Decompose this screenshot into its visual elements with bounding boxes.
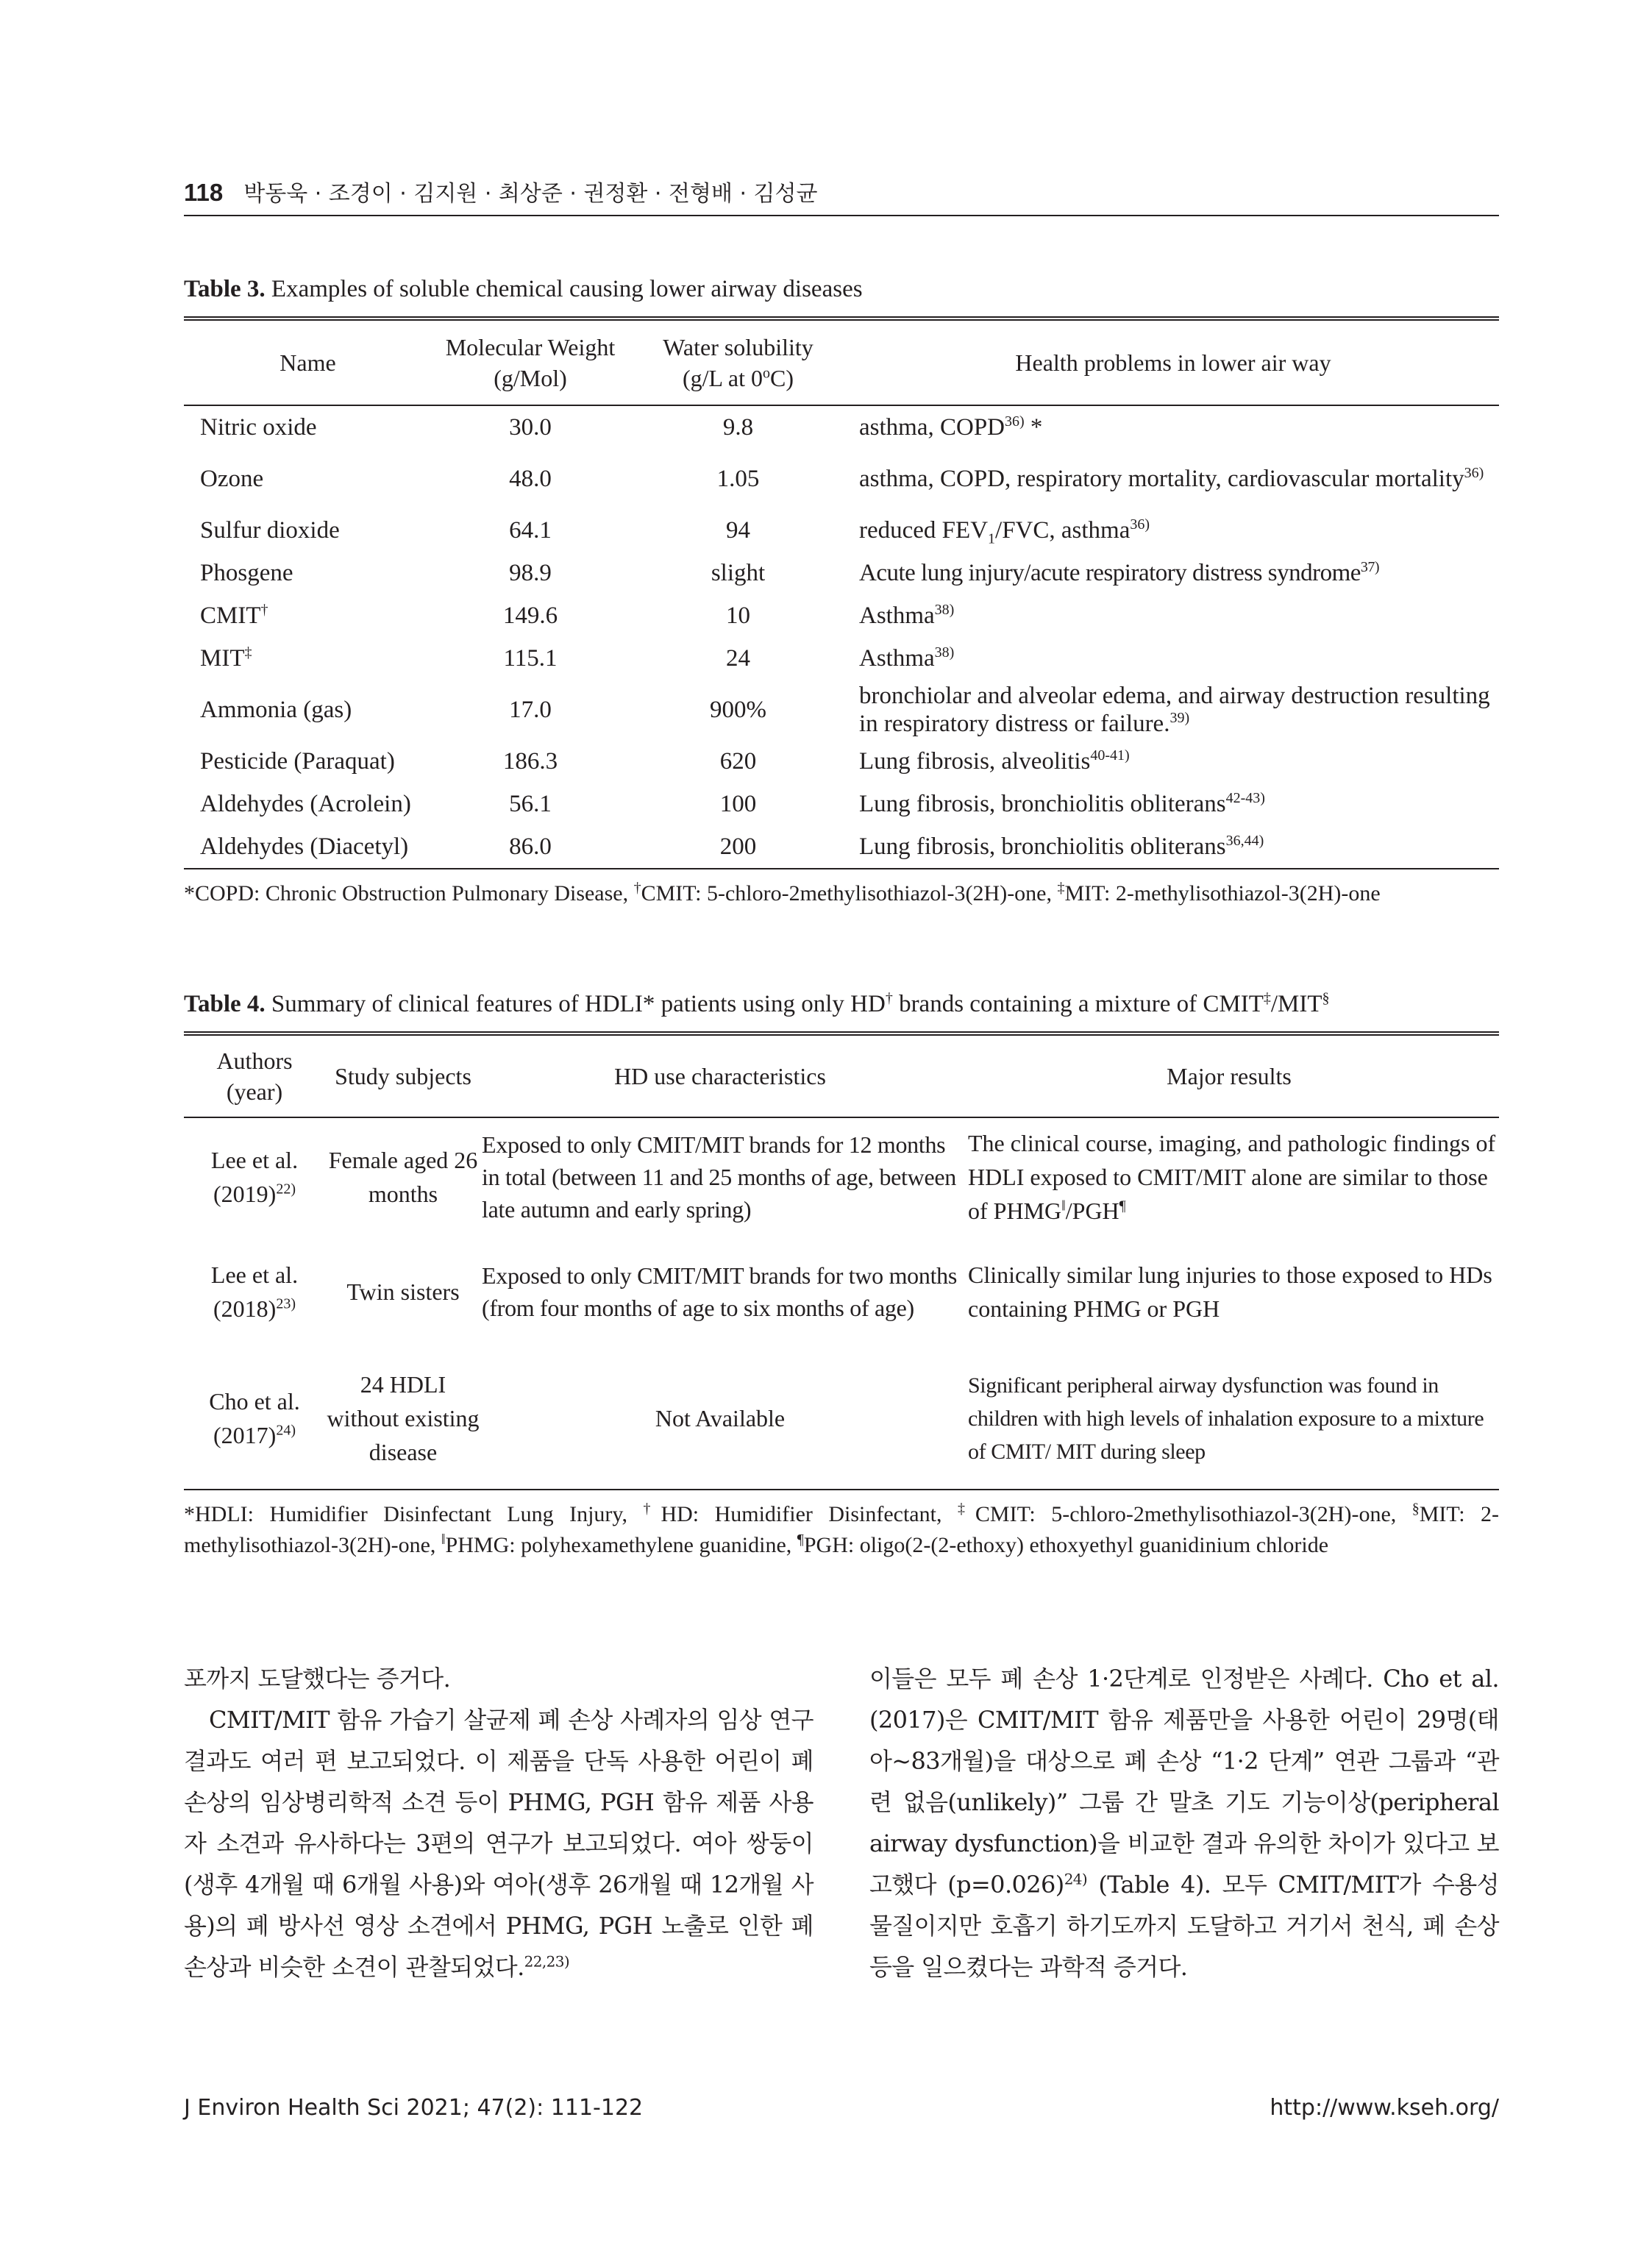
- table-4-header-row: [184, 1034, 1499, 1117]
- water-solubility: 94: [726, 517, 750, 544]
- table-4-title: Summary of clinical features of HDLI* patients using only HD† brands containing a mixture of CMIT‡/MIT§: [271, 990, 1330, 1017]
- chemical-name: Nitric oxide: [200, 414, 317, 441]
- table-3-title: Examples of soluble chemical causing lower airway diseases: [271, 276, 863, 302]
- col-header-authors: Authors (year): [184, 1034, 325, 1117]
- body-paragraph: 포까지 도달했다는 증거다.: [184, 1665, 451, 1693]
- hd-use-characteristics: Exposed to only CMIT/MIT brands for 12 months in total (between 11 and 25 months of age, between late autumn and early spring): [482, 1131, 956, 1223]
- col-header-water-solubility: Water solubility (g/L at 0$^o$C): [629, 319, 847, 405]
- molecular-weight: 48.0: [509, 466, 552, 492]
- molecular-weight: 98.9: [509, 560, 552, 586]
- table-4-caption: [184, 989, 1499, 1020]
- chemical-name: Aldehydes (Acrolein): [200, 791, 411, 817]
- table-row: [184, 594, 1499, 637]
- table-row: [184, 449, 1499, 509]
- body-column-right: [869, 1658, 1499, 1988]
- health-problems: Asthma$^{38)}$: [859, 644, 955, 672]
- health-problems: Lung fibrosis, bronchiolitis obliterans$^{42-43)}$: [859, 790, 1265, 817]
- study-subjects: Female aged 26 months: [328, 1147, 478, 1207]
- col-header-major-results: Major results: [959, 1034, 1499, 1117]
- table-3-block: [184, 274, 1499, 909]
- table-3-header-row: [184, 319, 1499, 405]
- journal-citation: J Environ Health Sci 2021; 47(2): 111-122: [184, 2095, 644, 2121]
- page-number: 118: [184, 179, 224, 206]
- body-column-left: [184, 1658, 813, 1988]
- health-problems: reduced $FEV_1$/FVC, asthma$^{36)}$: [859, 516, 1150, 547]
- table-3-label: Table 3.: [184, 276, 266, 302]
- water-solubility: 10: [726, 602, 750, 629]
- chemical-name: MIT‡: [200, 644, 252, 672]
- water-solubility: 200: [719, 833, 757, 860]
- table-row: [184, 1117, 1499, 1236]
- chemical-name: Phosgene: [200, 560, 293, 586]
- table-row: [184, 783, 1499, 825]
- chemical-name: Ammonia (gas): [200, 697, 352, 723]
- table-row: [184, 825, 1499, 869]
- health-problems: bronchiolar and alveolar edema, and airway destruction resulting in respiratory distress or failure.$^{39)}$: [859, 683, 1490, 737]
- water-solubility: 900%: [710, 697, 766, 723]
- study-subjects: Twin sisters: [346, 1278, 460, 1305]
- col-header-health-problems: Health problems in lower air way: [847, 319, 1499, 405]
- water-solubility: 1.05: [716, 466, 760, 492]
- col-header-study-subjects: Study subjects: [325, 1034, 481, 1117]
- study-authors: Lee et al. $(2018)^{23)}$: [210, 1262, 299, 1322]
- study-authors: Lee et al. $(2019)^{22)}$: [210, 1147, 299, 1207]
- molecular-weight: 17.0: [509, 697, 552, 723]
- chemical-name: Pesticide (Paraquat): [200, 748, 395, 775]
- health-problems: Lung fibrosis, bronchiolitis obliterans$^{36,44)}$: [859, 833, 1264, 860]
- health-problems: Lung fibrosis, alveolitis$^{40-41)}$: [859, 747, 1130, 775]
- water-solubility: 9.8: [722, 414, 754, 441]
- table-row: [184, 1236, 1499, 1348]
- major-results: Clinically similar lung injuries to those exposed to HDs containing PHMG or PGH: [968, 1262, 1492, 1322]
- chemical-name: Aldehydes (Diacetyl): [200, 833, 409, 860]
- table-4-block: [184, 989, 1499, 1561]
- table-3: [184, 316, 1499, 869]
- water-solubility: 24: [726, 645, 750, 672]
- water-solubility: 100: [719, 791, 757, 817]
- major-results: Significant peripheral airway dysfunction was found in children with high levels of inhalation exposure to a mixture of CMIT/ MIT during sleep: [968, 1373, 1484, 1464]
- molecular-weight: 64.1: [509, 517, 552, 544]
- table-row: [184, 405, 1499, 449]
- table-row: [184, 740, 1499, 783]
- health-problems: Asthma$^{38)}$: [859, 602, 955, 629]
- hd-use-characteristics: Not Available: [655, 1405, 786, 1431]
- molecular-weight: 56.1: [509, 791, 552, 817]
- table-3-caption: [184, 274, 1499, 305]
- study-authors: Cho et al. $(2017)^{24)}$: [209, 1388, 300, 1448]
- chemical-name: CMIT†: [200, 602, 268, 629]
- chemical-name: Sulfur dioxide: [200, 517, 340, 544]
- col-header-name: Name: [184, 319, 432, 405]
- molecular-weight: 186.3: [502, 748, 558, 775]
- table-4: [184, 1031, 1499, 1490]
- table-4-footnote: *HDLI: Humidifier Disinfectant Lung Injury, †HD: Humidifier Disinfectant, ‡CMIT: 5-chloro-2methylisothiazol-3(2H)-one, §MIT: 2-methylisothiazol-3(2H)-one, ‖PHMG: polyhexamethylene guanidine, ¶PGH: oligo(2-(2-ethoxy) ethoxyethyl guanidinium chloride: [184, 1501, 1500, 1557]
- study-subjects: 24 HDLI without existing disease: [327, 1371, 480, 1465]
- journal-url-link[interactable]: http://www.kseh.org/: [1270, 2095, 1499, 2121]
- table-4-label: Table 4.: [184, 991, 266, 1017]
- col-header-hd-use: HD use characteristics: [481, 1034, 959, 1117]
- molecular-weight: 149.6: [502, 602, 558, 629]
- table-row: [184, 680, 1499, 740]
- hd-use-characteristics: Exposed to only CMIT/MIT brands for two months (from four months of age to six months of age): [482, 1262, 958, 1321]
- table-row: [184, 637, 1499, 680]
- major-results: The clinical course, imaging, and pathologic findings of HDLI exposed to CMIT/MIT alone are similar to those of PHMG‖/PGH¶: [968, 1130, 1496, 1224]
- health-problems: Acute lung injury/acute respiratory distress syndrome$^{37)}$: [859, 559, 1380, 586]
- author-list: 박동욱 · 조경이 · 김지원 · 최상준 · 권정환 · 전형배 · 김성균: [243, 181, 818, 207]
- col-header-molecular-weight: Molecular Weight (g/Mol): [432, 319, 629, 405]
- chemical-name: Ozone: [200, 466, 264, 492]
- molecular-weight: 86.0: [509, 833, 552, 860]
- health-problems: asthma, COPD$^{36)}$ *: [859, 413, 1043, 441]
- health-problems: asthma, COPD, respiratory mortality, cardiovascular mortality$^{36)}$: [859, 465, 1484, 492]
- table-row: [184, 509, 1499, 552]
- molecular-weight: 30.0: [509, 414, 552, 441]
- body-paragraph: 이들은 모두 폐 손상 1·2단계로 인정받은 사례다. Cho et al. (2017)은 CMIT/MIT 함유 제품만을 사용한 어린이 29명(태아~83개월)을 대상으로 폐 손상 “1·2 단계” 연관 그룹과 “관련 없음(unlikely)” 그룹 간 말초 기도 기능이상(peripheral airway dysfunction)을 비교한 결과 유의한 차이가 있다고 보고했다 (p=0.026)$^{24)}$ (Table 4). 모두 CMIT/MIT가 수용성 물질이지만 호흡기 하기도까지 도달하고 거기서 천식, 폐 손상 등을 일으켰다는 과학적 증거다.: [869, 1665, 1499, 1981]
- body-paragraph: CMIT/MIT 함유 가습기 살균제 폐 손상 사례자의 임상 연구 결과도 여러 편 보고되었다. 이 제품을 단독 사용한 어린이 폐 손상의 임상병리학적 소견 등이 PHMG, PGH 함유 제품 사용자 소견과 유사하다는 3편의 연구가 보고되었다. 여아 쌍둥이(생후 4개월 때 6개월 사용)와 여아(생후 26개월 때 12개월 사용)의 폐 방사선 영상 소견에서 PHMG, PGH 노출로 인한 폐 손상과 비슷한 소견이 관찰되었다.$^{22,23)}$: [184, 1706, 813, 1981]
- water-solubility: slight: [711, 560, 766, 586]
- table-3-footnote: *COPD: Chronic Obstruction Pulmonary Disease, †CMIT: 5-chloro-2methylisothiazol-3(2H)-one, ‡MIT: 2-methylisothiazol-3(2H)-one: [184, 880, 1381, 906]
- molecular-weight: 115.1: [503, 645, 558, 672]
- running-head: [184, 178, 1499, 216]
- table-row: [184, 552, 1499, 594]
- table-row: [184, 1348, 1499, 1490]
- water-solubility: 620: [719, 748, 757, 775]
